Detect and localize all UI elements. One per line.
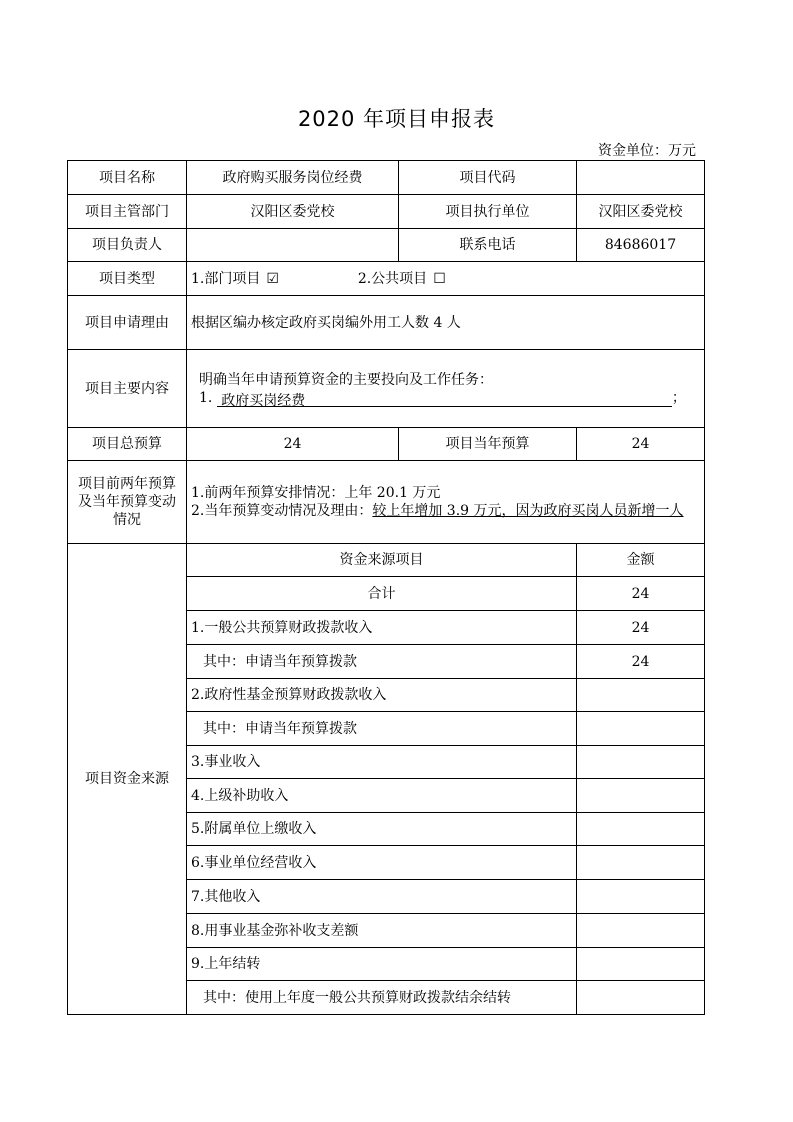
funds-item-label: 合计	[187, 577, 577, 611]
type-label: 项目类型	[68, 262, 187, 296]
funds-item-amount	[577, 779, 705, 813]
funds-item-label: 6.事业单位经营收入	[187, 846, 577, 880]
budget-change-label: 项目前两年预算及当年预算变动情况	[68, 461, 187, 544]
year-budget-value: 24	[577, 428, 705, 461]
checkbox-checked-icon[interactable]: ☑	[266, 270, 279, 287]
content-item-suffix: ；	[671, 389, 686, 406]
funds-item-amount	[577, 679, 705, 712]
content-line-1: 明确当年申请预算资金的主要投向及工作任务：	[199, 371, 493, 388]
reason-value: 根据区编办核定政府买岗编外用工人数 4 人	[187, 296, 705, 350]
content-value	[187, 350, 705, 428]
type-option-department: 1.部门项目	[191, 270, 261, 287]
row-dept	[68, 195, 705, 229]
checkbox-unchecked-icon[interactable]: ☐	[433, 270, 446, 287]
project-code-label: 项目代码	[399, 161, 577, 195]
row-type	[68, 262, 705, 296]
row-budget-change	[68, 461, 705, 544]
project-name-label: 项目名称	[68, 161, 187, 195]
funds-item-amount: 24	[577, 611, 705, 645]
funds-item-amount	[577, 813, 705, 846]
funds-item-amount: 24	[577, 577, 705, 611]
funds-item-amount	[577, 880, 705, 914]
funds-item-amount	[577, 712, 705, 746]
content-label: 项目主要内容	[68, 350, 187, 428]
dept-label: 项目主管部门	[68, 195, 187, 229]
project-form-table	[67, 160, 705, 1015]
funds-item-amount: 24	[577, 645, 705, 679]
funds-item-label: 4.上级补助收入	[187, 779, 577, 813]
project-name-value: 政府购买服务岗位经费	[187, 161, 399, 195]
funds-item-label: 1.一般公共预算财政拨款收入	[187, 611, 577, 645]
content-item-prefix: 1.	[199, 389, 213, 406]
row-project-name	[68, 161, 705, 195]
funds-item-label: 其中：申请当年预算拨款	[187, 645, 577, 679]
total-budget-value: 24	[187, 428, 399, 461]
funds-item-amount	[577, 914, 705, 948]
funds-item-amount	[577, 846, 705, 880]
funds-item-amount	[577, 746, 705, 779]
funds-item-label: 9.上年结转	[187, 948, 577, 981]
total-budget-label: 项目总预算	[68, 428, 187, 461]
type-options	[187, 262, 705, 296]
exec-unit-label: 项目执行单位	[399, 195, 577, 229]
funds-item-label: 2.政府性基金预算财政拨款收入	[187, 679, 577, 712]
year-budget-label: 项目当年预算	[399, 428, 577, 461]
content-line-2	[199, 389, 700, 407]
row-budget	[68, 428, 705, 461]
budget-change-line-1: 1.前两年预算安排情况：上年 20.1 万元	[191, 485, 441, 501]
funds-header-amount: 金额	[577, 544, 705, 577]
funds-header-row	[68, 544, 705, 577]
funds-item-label: 其中：使用上年度一般公共预算财政拨款结余结转	[187, 981, 577, 1015]
content-item-value: 政府买岗经费	[221, 392, 306, 409]
funds-item-amount	[577, 948, 705, 981]
phone-label: 联系电话	[399, 229, 577, 262]
funds-item-label: 3.事业收入	[187, 746, 577, 779]
dept-value: 汉阳区委党校	[187, 195, 399, 229]
project-code-value	[577, 161, 705, 195]
row-leader	[68, 229, 705, 262]
row-content	[68, 350, 705, 428]
funds-item-amount	[577, 981, 705, 1015]
funds-item-label: 其中：申请当年预算拨款	[187, 712, 577, 746]
exec-unit-value: 汉阳区委党校	[577, 195, 705, 229]
phone-value: 84686017	[577, 229, 705, 262]
content-item-line	[217, 392, 672, 407]
budget-change-prefix: 2.当年预算变动情况及理由：	[191, 503, 373, 519]
reason-label: 项目申请理由	[68, 296, 187, 350]
page-title: 2020 年项目申报表	[297, 107, 496, 131]
funds-item-label: 8.用事业基金弥补收支差额	[187, 914, 577, 948]
unit-label: 资金单位：万元	[598, 143, 696, 159]
funds-item-label: 7.其他收入	[187, 880, 577, 914]
funds-source-label: 项目资金来源	[68, 544, 187, 1015]
leader-value	[187, 229, 399, 262]
type-option-public: 2.公共项目	[357, 270, 428, 287]
budget-change-line-2	[191, 502, 700, 520]
budget-change-value	[187, 461, 705, 544]
funds-header-source: 资金来源项目	[187, 544, 577, 577]
row-reason	[68, 296, 705, 350]
leader-label: 项目负责人	[68, 229, 187, 262]
budget-change-reason: 较上年增加 3.9 万元，因为政府买岗人员新增一人	[372, 503, 684, 519]
funds-item-label: 5.附属单位上缴收入	[187, 813, 577, 846]
